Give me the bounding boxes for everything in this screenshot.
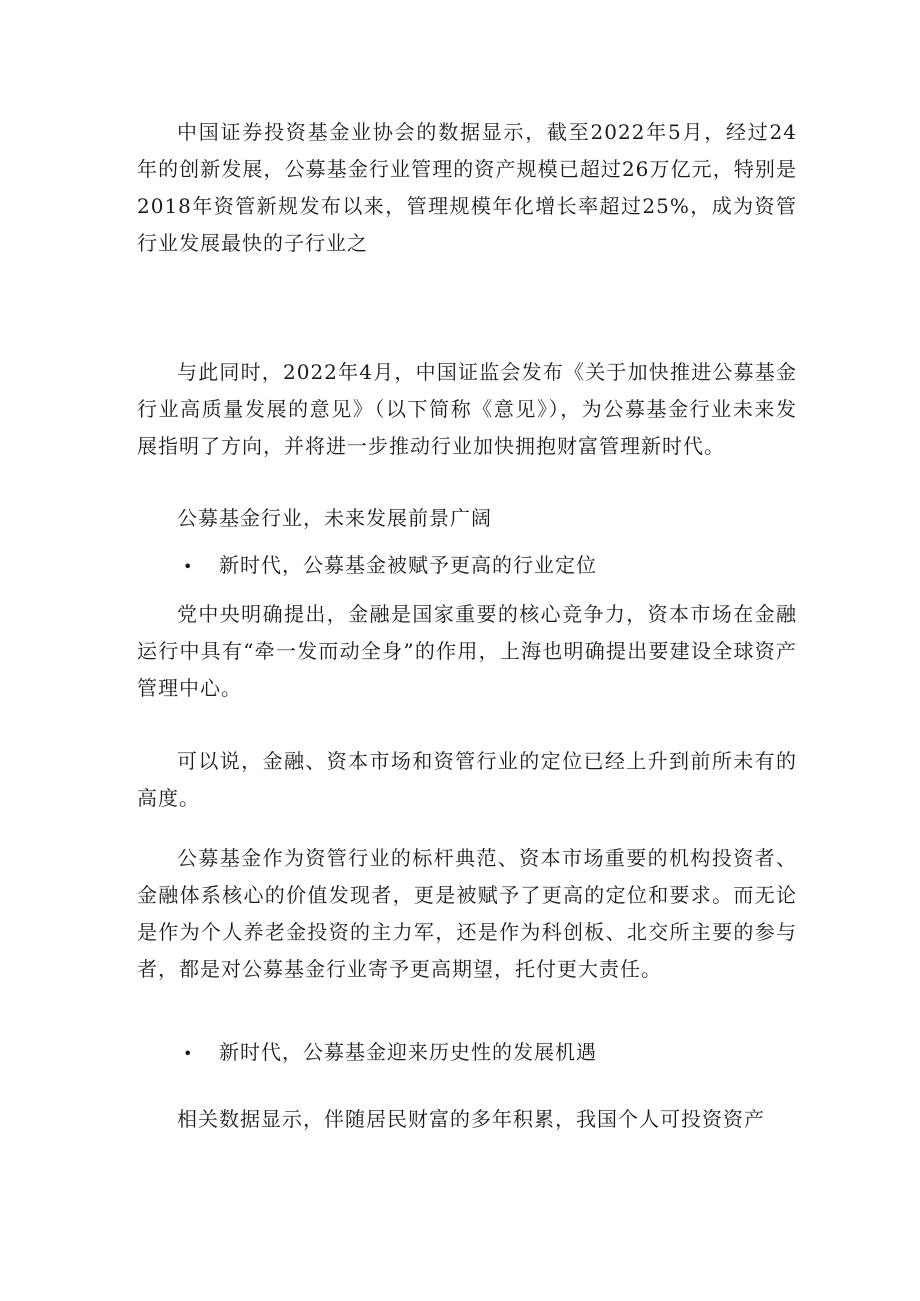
paragraph-positioning-height: 可以说，金融、资本市场和资管行业的定位已经上升到前所未有的高度。 xyxy=(137,749,797,810)
bullet-text: 新时代，公募基金被赋予更高的行业定位 xyxy=(219,553,597,577)
bullet-text: 新时代，公募基金迎来历史性的发展机遇 xyxy=(219,1040,597,1064)
bullet-dot-icon: • xyxy=(183,1044,194,1063)
paragraph-central-committee: 党中央明确提出，金融是国家重要的核心竞争力，资本市场在金融运行中具有“牵一发而动全身”的作用，上海也明确提出要建设全球资产管理中心。 xyxy=(137,602,797,700)
paragraph-personal-assets: 相关数据显示，伴随居民财富的多年积累，我国个人可投资资产 xyxy=(177,1107,765,1131)
section-heading-outlook: 公募基金行业，未来发展前景广阔 xyxy=(177,506,492,530)
bullet-dot-icon: • xyxy=(183,557,194,576)
bullet-item-positioning xyxy=(183,547,803,585)
paragraph-fund-role: 公募基金作为资管行业的标杆典范、资本市场重要的机构投资者、金融体系核心的价值发现者，更是被赋予了更高的定位和要求。而无论是作为个人养老金投资的主力军，还是作为科创板、北交所主要的参与者，都是对公募基金行业寄予更高期望，托付更大责任。 xyxy=(137,846,797,981)
paragraph-csrc-opinion: 与此同时，2022年4月，中国证监会发布《关于加快推进公募基金行业高质量发展的意见》（以下简称《意见》），为公募基金行业未来发展指明了方向，并将进一步推动行业加快拥抱财富管理新时代。 xyxy=(137,360,797,458)
paragraph-asset-scale: 中国证券投资基金业协会的数据显示，截至2022年5月，经过24年的创新发展，公募基金行业管理的资产规模已超过26万亿元，特别是2018年资管新规发布以来，管理规模年化增长率超过25%，成为资管行业发展最快的子行业之 xyxy=(137,120,797,255)
bullet-item-opportunity xyxy=(183,1034,803,1072)
